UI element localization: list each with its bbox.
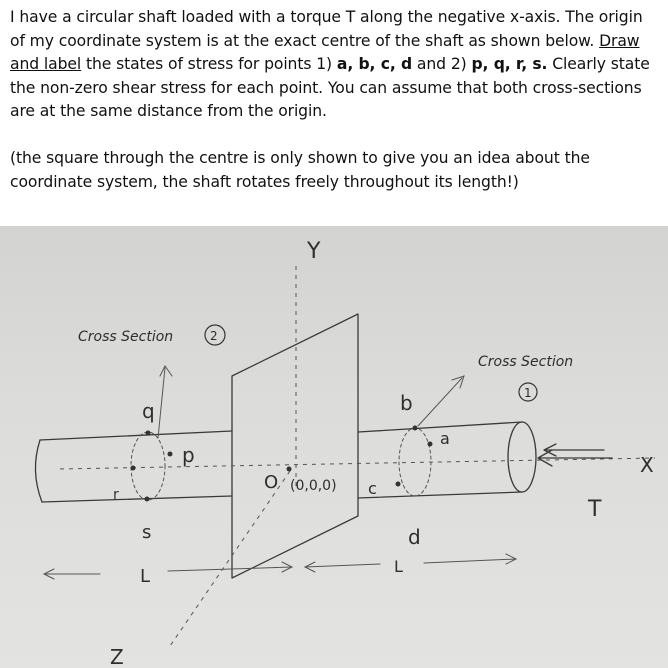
point-r-dot	[131, 466, 136, 471]
cross-section-1-number: 1	[524, 386, 532, 400]
origin-coords-label: (0,0,0)	[290, 478, 337, 494]
draw-and-label-link: Draw and label	[10, 31, 640, 74]
point-s-label: s	[142, 522, 152, 543]
torque-label: T	[588, 497, 602, 522]
length-left-label: L	[140, 566, 151, 587]
question-text	[10, 6, 662, 194]
point-c-label: c	[368, 479, 377, 498]
point-b-label: b	[400, 391, 413, 415]
len-left-arrow-b	[168, 567, 292, 571]
point-p-label: p	[182, 443, 195, 467]
point-a-label: a	[440, 429, 450, 448]
x-axis-label: X	[640, 453, 654, 477]
question-part: I have a circular shaft loaded with a torque T along the negative x-axis. The origin of my coordinate system is at the exact centre of the shaft as shown below.	[10, 8, 643, 50]
question-paragraph-1	[10, 6, 662, 124]
question-part: Clearly state the non-zero shear stress for each point. You can assume that both cross-sections are at the same distance from the origin.	[10, 55, 650, 121]
points-set-1: a, b, c, d	[336, 55, 413, 74]
cross-section-1-label: Cross Section	[478, 354, 574, 370]
left-shaft-top	[40, 431, 232, 440]
length-right-label: L	[394, 557, 403, 576]
point-c-dot	[396, 482, 401, 487]
point-r-label: r	[113, 487, 119, 503]
cross-section-1-ellipse	[399, 428, 431, 496]
point-d-label: d	[408, 525, 421, 549]
right-shaft-bottom	[358, 492, 522, 498]
cs1-arrow	[418, 378, 462, 426]
point-b-dot	[413, 426, 418, 431]
cross-section-2-number: 2	[210, 329, 218, 343]
points-set-2: p, q, r, s.	[471, 55, 548, 74]
z-axis-label: Z	[110, 645, 124, 668]
point-q-label: q	[142, 399, 155, 423]
cross-section-2-label: Cross Section	[78, 329, 174, 345]
cs2-arrow	[158, 368, 165, 438]
point-p-dot	[168, 452, 173, 457]
len-right-arrow-a	[305, 564, 380, 567]
shaft-sketch	[0, 226, 668, 668]
reference-plane	[232, 314, 358, 578]
origin-dot	[287, 467, 292, 472]
cross-section-2-ellipse	[131, 432, 165, 500]
point-q-dot	[146, 431, 151, 436]
point-s-dot	[145, 497, 150, 502]
point-a-dot	[428, 442, 433, 447]
left-shaft-end	[35, 440, 42, 502]
question-part: the states of stress for points 1)	[81, 55, 337, 74]
question-paragraph-2: (the square through the centre is only shown to give you an idea about the coordinate system, the shaft rotates freely throughout its length!)	[10, 148, 590, 191]
cs2-arrowhead	[160, 366, 172, 376]
left-shaft-bottom	[42, 496, 232, 502]
y-axis-label: Y	[307, 239, 321, 264]
right-shaft-end	[508, 422, 536, 492]
len-right-arrow-b	[424, 559, 516, 563]
origin-label: O	[264, 472, 279, 493]
question-part: and 2)	[412, 55, 472, 74]
shaft-sketch-photo	[0, 226, 668, 668]
